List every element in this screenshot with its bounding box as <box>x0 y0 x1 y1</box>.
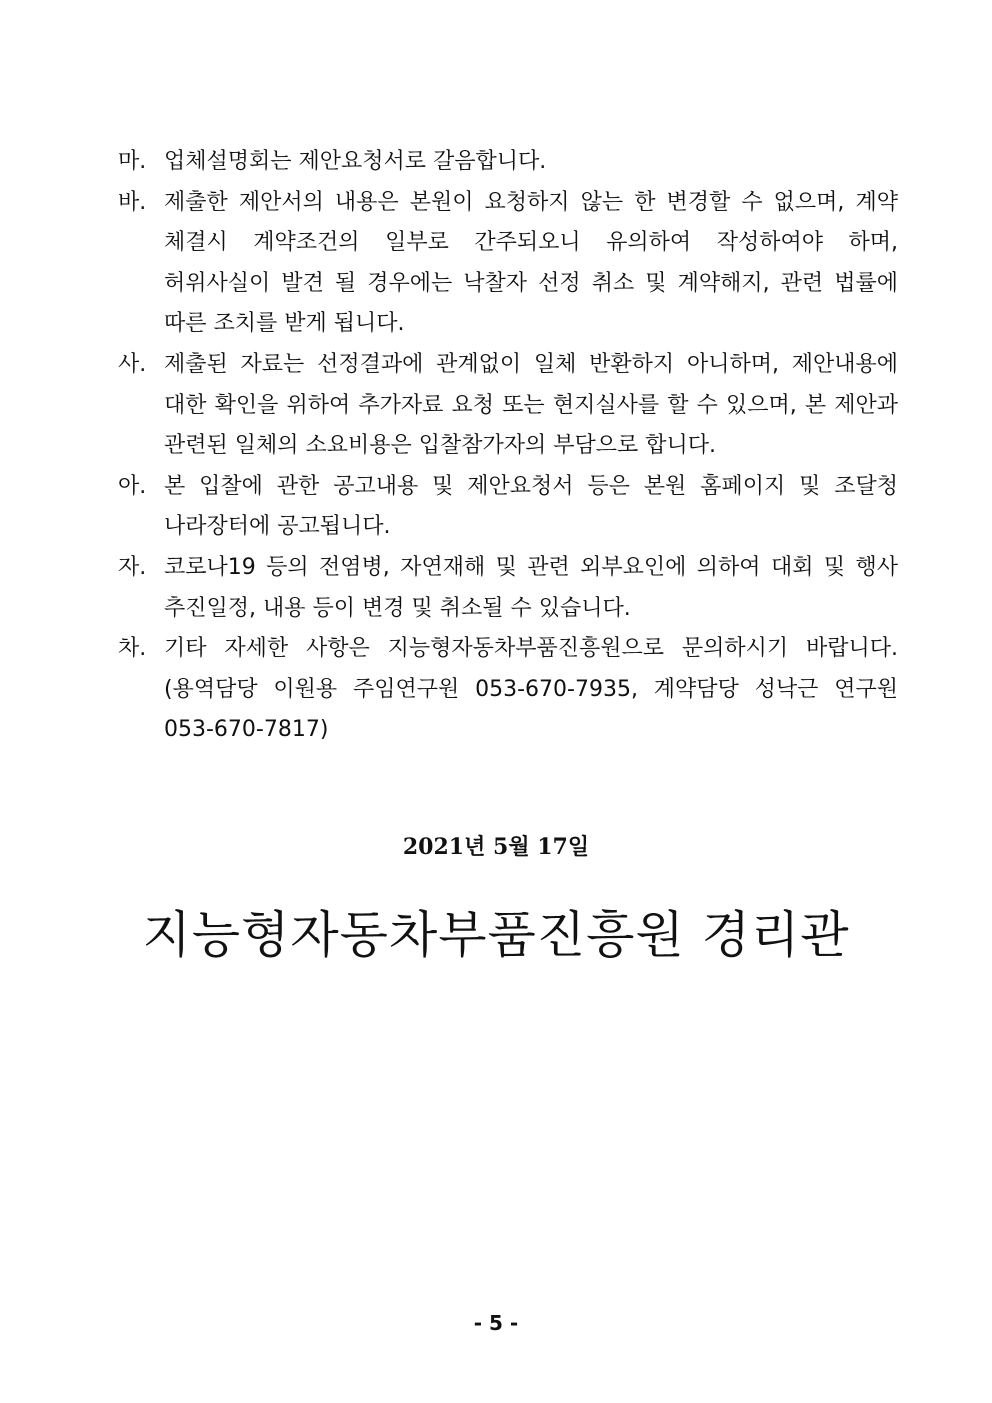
item-label: 마. <box>118 149 147 174</box>
item-text: 본 입찰에 관한 공고내용 및 제안요청서 등은 본원 홈페이지 및 조달청 나라장터에 공고됩니다. <box>164 473 898 540</box>
item-text: 제출된 자료는 선정결과에 관계없이 일체 반환하지 아니하며, 제안내용에 대한 확인을 위하여 추가자료 요청 또는 현지실사를 할 수 있으며, 본 제안과 관련된 일체의 소요비용은 입찰참가자의 부담으로 합니다. <box>164 351 898 459</box>
notice-item-cha <box>118 629 898 751</box>
item-label: 바. <box>118 189 147 215</box>
item-text: 업체설명회는 제안요청서로 갈음합니다. <box>164 149 547 174</box>
item-label: 사. <box>118 351 147 377</box>
item-label: 아. <box>118 473 147 499</box>
notice-item-ma <box>118 142 898 183</box>
notice-item-ba <box>118 183 898 345</box>
item-text: 기타 자세한 사항은 지능형자동차부품진흥원으로 문의하시기 바랍니다.(용역담당 이원용 주임연구원 053-670-7935, 계약담당 성낙근 연구원 053-670-7817) <box>164 636 898 743</box>
notice-item-a <box>118 467 898 548</box>
page-number: - 5 - <box>473 1311 519 1335</box>
item-label: 차. <box>118 636 147 662</box>
item-label: 자. <box>118 554 147 580</box>
issuer-name: 지능형자동차부품진흥원 경리관 <box>142 906 850 964</box>
notice-item-ja <box>118 548 898 629</box>
item-text: 제출한 제안서의 내용은 본원이 요청하지 않는 한 변경할 수 없으며, 계약 체결시 계약조건의 일부로 간주되오니 유의하여 작성하여야 하며, 허위사실이 발견 될 경우에는 낙찰자 선정 취소 및 계약해지, 관련 법률에 따른 조치를 받게 됩니다. <box>164 189 898 337</box>
announcement-date: 2021년 5월 17일 <box>402 834 590 860</box>
notice-item-sa <box>118 345 898 467</box>
item-text: 코로나19 등의 전염병, 자연재해 및 관련 외부요인에 의하여 대회 및 행사 추진일정, 내용 등이 변경 및 취소될 수 있습니다. <box>164 554 898 621</box>
notice-item-list <box>118 142 898 751</box>
